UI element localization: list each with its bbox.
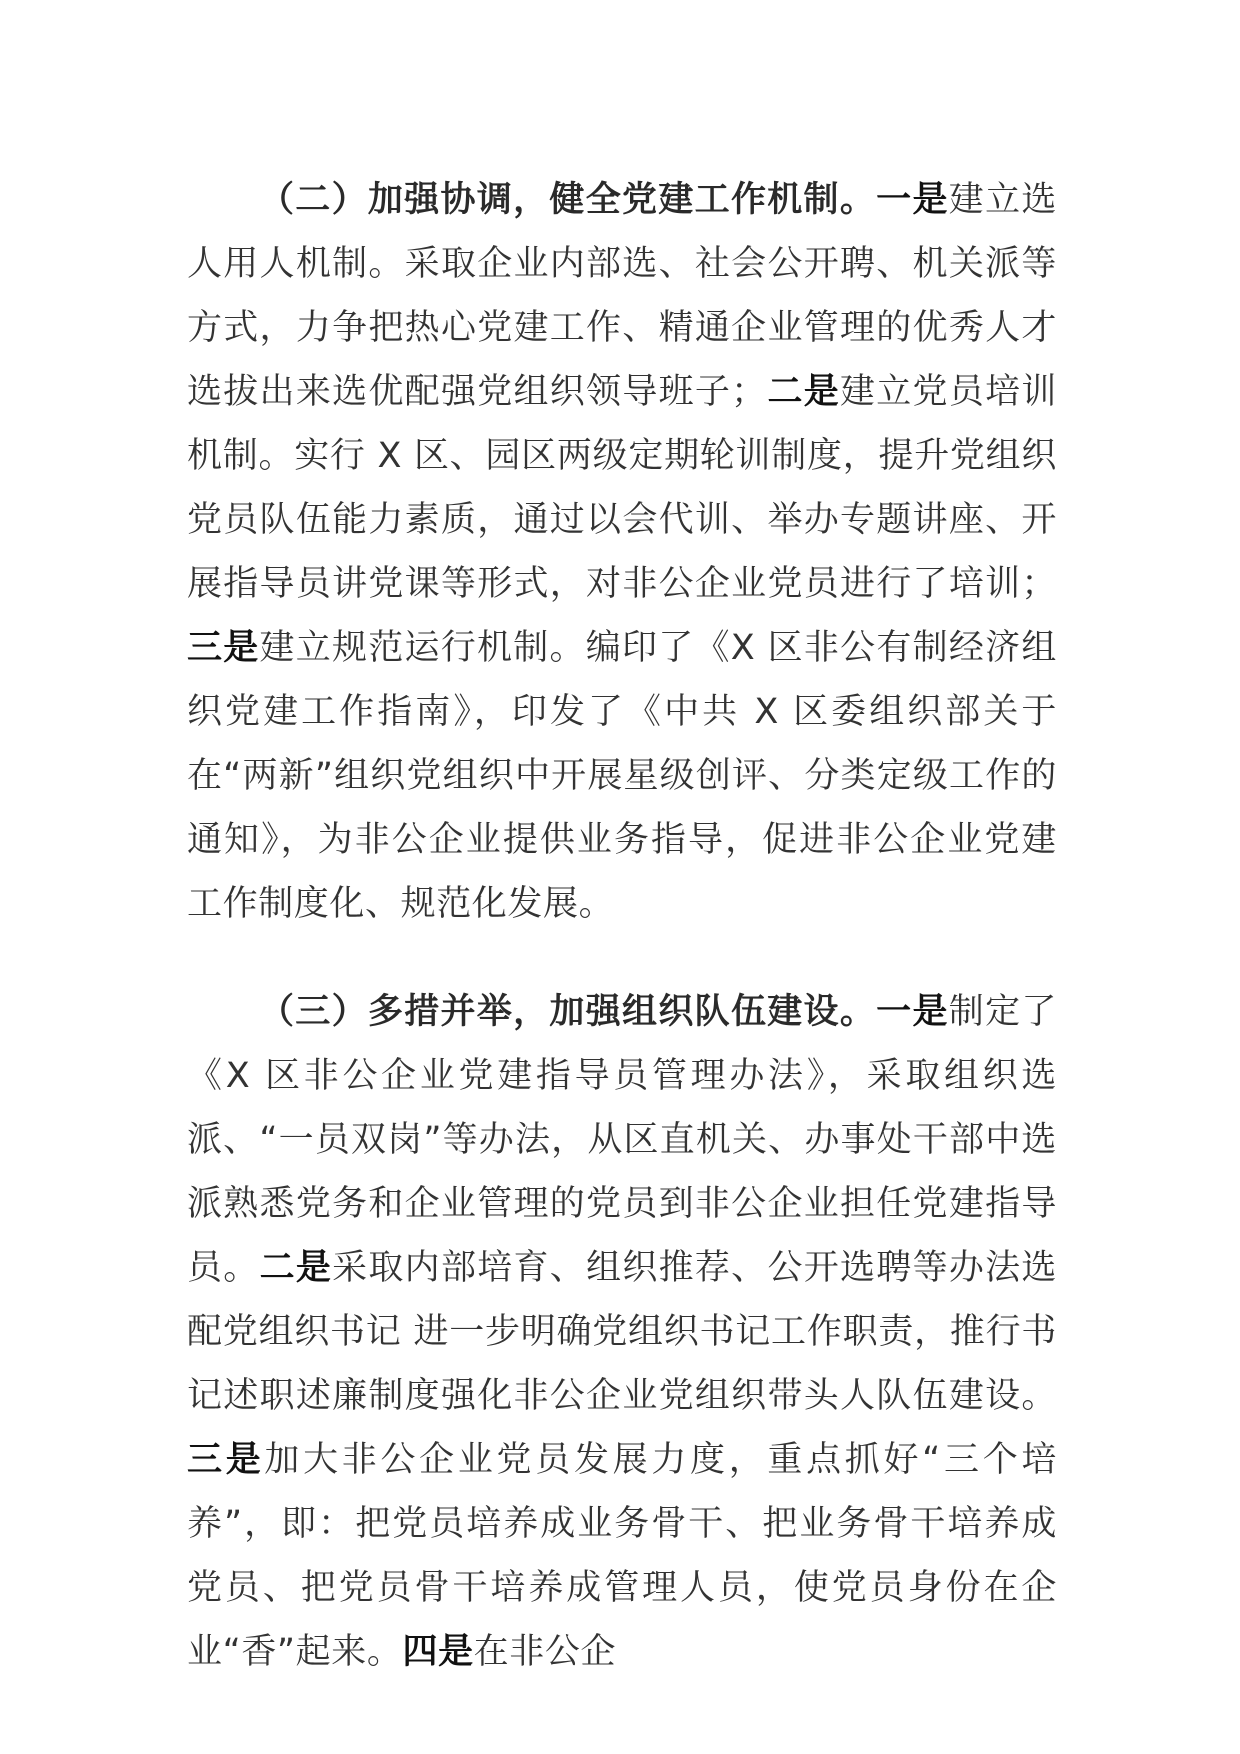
- point-marker: 二是: [766, 372, 840, 412]
- point-marker: 一是: [876, 992, 949, 1032]
- point-text: 采取内部培育、组织推荐、公开选聘等办法选配党组织书记 进一步明确党组织书记工作职责，推行书记述职述廉制度强化非公企业党组织带头人队伍建设。: [187, 1248, 1057, 1416]
- point-marker: 二是: [259, 1248, 333, 1288]
- section-heading: （三）多措并举，加强组织队伍建设。: [259, 992, 877, 1032]
- point-text: 建立选人用人机制。采取企业内部选、社会公开聘、机关派等方式，力争把热心党建工作、精通企业管理的优秀人才选拔出来选优配强党组织领导班子；: [187, 180, 1057, 412]
- point-marker: 三是: [187, 628, 260, 668]
- point-text: 在非公企: [473, 1632, 617, 1672]
- point-text: 加大非公企业党员发展力度，重点抓好“三个培养”，即：把党员培养成业务骨干、把业务骨干培养成党员、把党员骨干培养成管理人员，使党员身份在企业“香”起来。: [187, 1440, 1057, 1672]
- point-text: 建立党员培训机制。实行 X 区、园区两级定期轮训制度，提升党组织党员队伍能力素质，通过以会代训、举办专题讲座、开展指导员讲党课等形式，对非公企业党员进行了培训；: [187, 372, 1057, 604]
- paragraph-2: [187, 168, 1057, 936]
- point-marker: 一是: [876, 180, 949, 220]
- point-text: 建立规范运行机制。编印了《X 区非公有制经济组织党建工作指南》，印发了《中共 X 区委组织部关于在“两新”组织党组织中开展星级创评、分类定级工作的通知》，为非公企业提供业务指导，促进非公企业党建工作制度化、规范化发展。: [187, 628, 1058, 924]
- point-marker: 四是: [402, 1632, 474, 1672]
- point-marker: 三是: [187, 1440, 265, 1480]
- point-text: 制定了《X 区非公企业党建指导员管理办法》，采取组织选派、“一员双岗”等办法，从区直机关、办事处干部中选派熟悉党务和企业管理的党员到非公企业担任党建指导员。: [187, 992, 1057, 1288]
- paragraph-3: [187, 980, 1057, 1684]
- section-heading: （二）加强协调，健全党建工作机制。: [259, 180, 877, 220]
- document-page: [187, 168, 1057, 1684]
